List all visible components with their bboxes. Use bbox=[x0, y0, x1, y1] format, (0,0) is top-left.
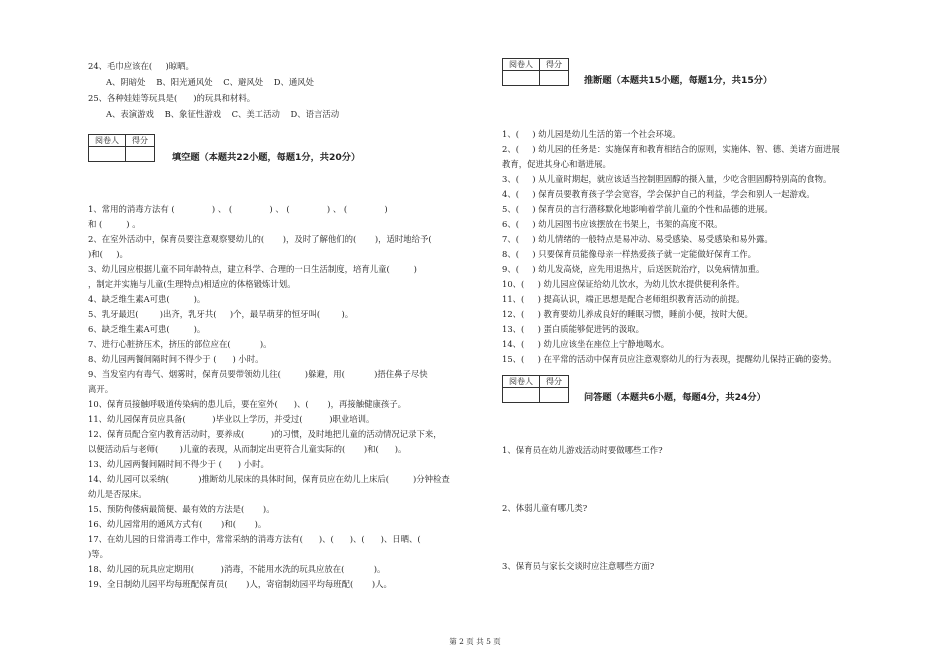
reviewer-cell[interactable] bbox=[89, 147, 126, 162]
score-box-fill-in bbox=[88, 134, 155, 162]
score-label: 得分 bbox=[126, 135, 155, 147]
fill-in-line: 18、幼儿园的玩具应定期用( )消毒，不能用水洗的玩具应放在( )。 bbox=[88, 564, 386, 574]
judge-line: 9、( ) 幼儿发高烧，应先用退热片，后送医院治疗，以免病情加重。 bbox=[502, 264, 765, 274]
fill-in-line: 10、保育员接触呼吸道传染病的患儿后，要在室外( )、( )，再接触健康孩子。 bbox=[88, 399, 406, 409]
fill-in-line: 离开。 bbox=[88, 384, 114, 394]
fill-in-line: 4、缺乏维生素A可患( )。 bbox=[88, 294, 206, 304]
score-label: 得分 bbox=[540, 59, 569, 71]
judge-line: 14、( ) 幼儿应该坐在座位上宁静地喝水。 bbox=[502, 339, 670, 349]
judge-line: 11、( ) 提高认识，端正思想是配合老师组织教育活动的前提。 bbox=[502, 294, 745, 304]
qa-question: 3、保育员与家长交谈时应注意哪些方面? bbox=[502, 561, 655, 571]
section-title-qa: 问答题（本题共6小题，每题4分，共24分） bbox=[584, 392, 766, 403]
reviewer-label: 阅卷人 bbox=[503, 59, 540, 71]
qa-question: 1、保育员在幼儿游戏活动时要做哪些工作? bbox=[502, 445, 663, 455]
reviewer-cell[interactable] bbox=[503, 388, 540, 403]
fill-in-line: 8、幼儿园两餐间隔时间不得少于 ( ) 小时。 bbox=[88, 354, 264, 364]
judge-line: 3、( ) 从儿童时期起，就应该适当控制胆固醇的摄入量，少吃含胆固醇特别高的食物。 bbox=[502, 174, 832, 184]
reviewer-cell[interactable] bbox=[503, 71, 540, 86]
qa-question: 2、体弱儿童有哪几类? bbox=[502, 503, 588, 513]
score-cell[interactable] bbox=[540, 388, 569, 403]
judge-line: 4、( ) 保育员要教育孩子学会宽容，学会保护自己的利益，学会和别人一起游戏。 bbox=[502, 189, 815, 199]
fill-in-line: 13、幼儿园两餐间隔时间不得少于 ( ) 小时。 bbox=[88, 459, 269, 469]
fill-in-line: 16、幼儿园常用的通风方式有( )和( )。 bbox=[88, 519, 267, 529]
judge-line: 2、( ) 幼儿园的任务是：实施保育和教育相结合的原则，实施体、智、德、美诸方面进展 bbox=[502, 144, 840, 154]
judge-line: 6、( ) 幼儿园图书应该摆放在书架上，书架的高度不限。 bbox=[502, 219, 723, 229]
judge-line: 7、( ) 幼儿情绪的一般特点是易冲动、易受感染、易受感染和易外露。 bbox=[502, 234, 773, 244]
fill-in-line: 15、预防佝偻病最简便、最有效的方法是( )。 bbox=[88, 504, 275, 514]
fill-in-line: )和( )。 bbox=[88, 249, 128, 259]
question-25-options: A、表演游戏 B、象征性游戏 C、美工活动 D、语言活动 bbox=[106, 109, 340, 119]
fill-in-line: 19、全日制幼儿园平均每班配保育员( )人，寄宿制幼园平均每班配( )人。 bbox=[88, 579, 392, 589]
reviewer-label: 阅卷人 bbox=[89, 135, 126, 147]
judge-line: 10、( ) 幼儿园应保证给幼儿饮水，为幼儿饮水提供便利条件。 bbox=[502, 279, 745, 289]
judge-line: 5、( ) 保育员的言行潜移默化地影响着学前儿童的个性和品德的进展。 bbox=[502, 204, 773, 214]
fill-in-line: 和 ( ) 。 bbox=[88, 219, 141, 229]
score-box-qa bbox=[502, 375, 569, 403]
fill-in-line: 5、乳牙最迟( )出齐，乳牙共( )个，最早萌芽的恒牙叫( )。 bbox=[88, 309, 354, 319]
fill-in-line: 17、在幼儿园的日常消毒工作中，常常采纳的消毒方法有( )、( )、( )、日晒、( bbox=[88, 534, 421, 544]
question-24: 24、毛巾应该在( )晾晒。 bbox=[88, 61, 194, 71]
fill-in-line: 11、幼儿园保育员应具备( )毕业以上学历，并受过( )职业培训。 bbox=[88, 414, 375, 424]
judge-line: 15、( ) 在平常的活动中保育员应注意观察幼儿的行为表现，提醒幼儿保持正确的姿势。 bbox=[502, 354, 837, 364]
score-box-judge bbox=[502, 58, 569, 86]
score-label: 得分 bbox=[540, 376, 569, 388]
fill-in-line: )等。 bbox=[88, 549, 109, 559]
judge-line: 教育，促进其身心和谐进展。 bbox=[502, 159, 611, 169]
question-24-options: A、阴暗处 B、阳光通风处 C、避风处 D、通风处 bbox=[106, 77, 315, 87]
question-25: 25、各种娃娃等玩具是( )的玩具和材料。 bbox=[88, 93, 256, 103]
judge-line: 1、( ) 幼儿园是幼儿生活的第一个社会环境。 bbox=[502, 129, 681, 139]
fill-in-line: 9、当发室内有毒气、烟雾时，保育员要带领幼儿往( )躲避，用( )捂住鼻子尽快 bbox=[88, 369, 428, 379]
judge-line: 12、( ) 教育要幼儿养成良好的睡眠习惯，睡前小便，按时大便。 bbox=[502, 309, 753, 319]
fill-in-line: 3、幼儿园应根据儿童不同年龄特点，建立科学、合理的一日生活制度，培育儿童( ) bbox=[88, 264, 417, 274]
section-title-judge: 推断题（本题共15小题，每题1分，共15分） bbox=[584, 75, 773, 86]
judge-line: 13、( ) 蛋白质能够促进钙的汲取。 bbox=[502, 324, 645, 334]
fill-in-line: 14、幼儿园可以采纳( )推断幼儿尿床的具体时间，保育员应在幼儿上床后( )分钟检查 bbox=[88, 474, 450, 484]
fill-in-line: ，制定并实施与儿童(生理特点)相适应的体格锻炼计划。 bbox=[88, 279, 296, 289]
judge-line: 8、( ) 只要保育员能像母亲一样热爱孩子就一定能做好保育工作。 bbox=[502, 249, 756, 259]
fill-in-line: 以便活动后与老师( )儿童的表现，从而制定出更符合儿童实际的( )和( )。 bbox=[88, 444, 407, 454]
fill-in-line: 2、在室外活动中，保育员要注意观察婴幼儿的( )，及时了解他们的( )，适时地给予( bbox=[88, 234, 432, 244]
page-footer: 第 2 页 共 5 页 bbox=[449, 637, 501, 646]
fill-in-line: 6、缺乏维生素A可患( )。 bbox=[88, 324, 206, 334]
fill-in-line: 12、保育员配合室内教育活动时，要养成( )的习惯，及时地把儿童的活动情况记录下来， bbox=[88, 429, 442, 439]
fill-in-line: 幼儿是否尿床。 bbox=[88, 489, 147, 499]
section-title-fill-in: 填空题（本题共22小题，每题1分，共20分） bbox=[172, 152, 361, 163]
score-cell[interactable] bbox=[126, 147, 155, 162]
fill-in-line: 7、进行心脏挤压术，挤压的部位应在( )。 bbox=[88, 339, 272, 349]
reviewer-label: 阅卷人 bbox=[503, 376, 540, 388]
fill-in-line: 1、常用的消毒方法有 ( ) 、 ( ) 、 ( ) 、 ( ) bbox=[88, 204, 388, 214]
score-cell[interactable] bbox=[540, 71, 569, 86]
